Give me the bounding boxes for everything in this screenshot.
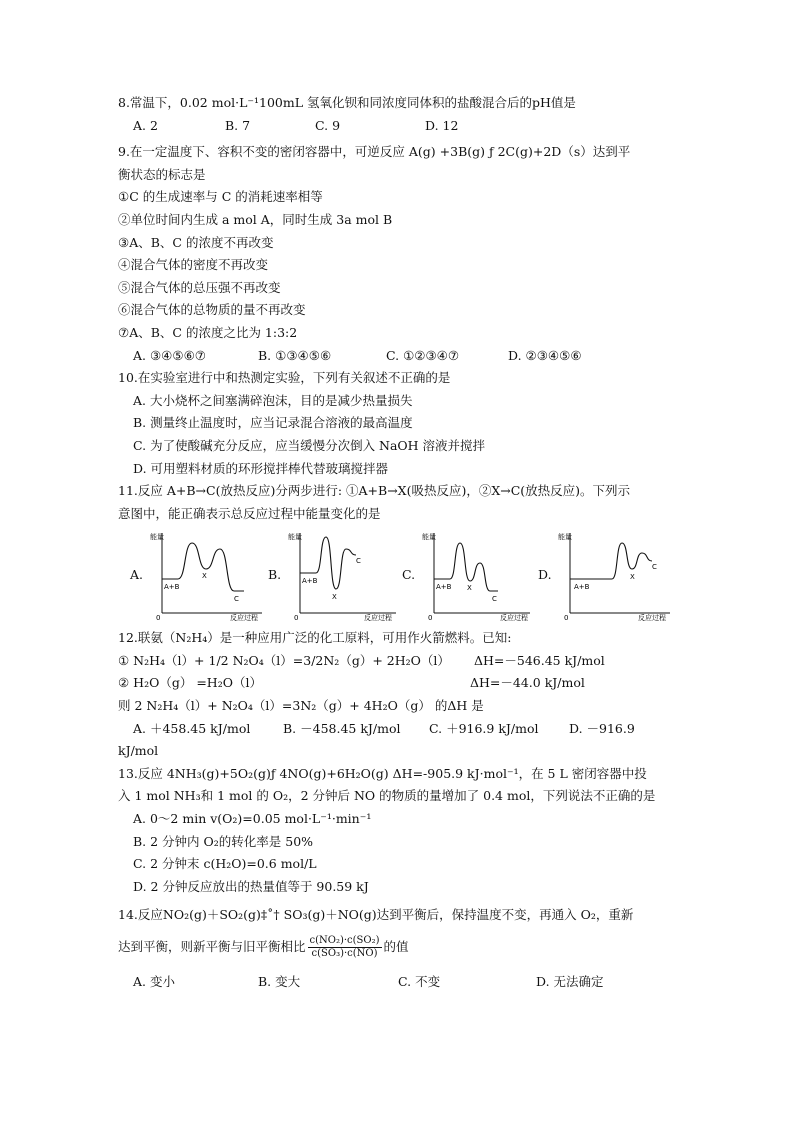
q9-stem-line2: 衡状态的标志是 — [118, 166, 206, 182]
q12-option-d-unit: kJ/mol — [118, 743, 159, 759]
q8-option-b: B. 7 — [225, 117, 251, 133]
x-axis-label: 反应过程 — [364, 614, 392, 622]
label-c: C — [492, 595, 497, 604]
q9-option-b: B. ①③④⑤⑥ — [258, 347, 332, 363]
q13-option-c: C. 2 分钟末 c(H₂O)=0.6 mol/L — [133, 856, 317, 872]
q13-option-d: D. 2 分钟反应放出的热量值等于 90.59 kJ — [133, 878, 369, 894]
q12-equation-2 — [118, 672, 678, 695]
energy-diagram-b — [286, 527, 400, 621]
q14-option-c: C. 不变 — [398, 974, 441, 989]
q9-option-c: C. ①②③④⑦ — [386, 347, 460, 363]
label-x: X — [630, 573, 635, 582]
y-axis-label: 能量 — [288, 533, 302, 542]
q11-stem-line1: 11.反应 A+B→C(放热反应)分两步进行: ①A+B→X(吸热反应)，②X→C(放热反应)。下列示 — [118, 483, 631, 499]
q8-options — [118, 115, 678, 138]
q9-item-3: ③A、B、C 的浓度不再改变 — [118, 234, 274, 250]
q12-eq2-text: ② H₂O（g） =H₂O（l） — [118, 675, 262, 691]
label-c: C — [652, 563, 657, 572]
q14-options — [118, 971, 678, 994]
q10-option-c: C. 为了使酸碱充分反应，应当缓慢分次倒入 NaOH 溶液并搅拌 — [133, 437, 486, 453]
q14-option-b: B. 变大 — [258, 974, 301, 989]
q11-stem-line2: 意图中，能正确表示总反应过程中能量变化的是 — [118, 505, 381, 521]
q12-question: 则 2 N₂H₄（l）+ N₂O₄（l）=3N₂（g）+ 4H₂O（g） 的ΔH 是 — [118, 698, 484, 714]
y-axis-label: 能量 — [150, 533, 164, 542]
q10-option-d: D. 可用塑料材质的环形搅拌棒代替玻璃搅拌器 — [133, 460, 389, 476]
q8-option-a: A. 2 — [133, 117, 158, 133]
q13-option-b: B. 2 分钟内 O₂的转化率是 50% — [133, 833, 314, 849]
q11-graph-label-d: D. — [538, 566, 552, 582]
q14-option-d: D. 无法确定 — [536, 974, 604, 989]
q12-equation-1 — [118, 650, 678, 673]
q9-item-2: ②单位时间内生成 a mol A，同时生成 3a mol B — [118, 211, 393, 227]
energy-diagram-c — [420, 527, 534, 621]
q9-item-6: ⑥混合气体的总物质的量不再改变 — [118, 302, 306, 318]
label-x: X — [332, 593, 337, 602]
q12-options — [118, 718, 678, 741]
q12-option-d: D. －916.9 — [569, 720, 635, 736]
q14-fraction — [308, 935, 382, 960]
origin-label: 0 — [156, 614, 161, 622]
q11-graph-b — [268, 527, 402, 621]
label-x: X — [467, 584, 472, 593]
energy-diagram-d — [556, 527, 674, 621]
q12-option-b: B. －458.45 kJ/mol — [283, 720, 401, 736]
q9-item-4: ④混合气体的密度不再改变 — [118, 257, 269, 273]
x-axis-label: 反应过程 — [500, 614, 528, 622]
label-a-plus-b: A+B — [302, 577, 318, 586]
q14-stem-line1: 14.反应NO₂(g)＋SO₂(g)‡˚† SO₃(g)＋NO(g)达到平衡后，保持温度不变，再通入 O₂，重新 — [118, 907, 634, 923]
q12-eq2-dh: ΔH=－44.0 kJ/mol — [470, 675, 585, 691]
origin-label: 0 — [428, 614, 433, 622]
q9-item-5: ⑤混合气体的总压强不再改变 — [118, 279, 281, 295]
origin-label: 0 — [294, 614, 299, 622]
q9-item-1: ①C 的生成速率与 C 的消耗速率相等 — [118, 189, 323, 205]
energy-diagram-a — [148, 527, 266, 621]
q12-option-a: A. ＋458.45 kJ/mol — [133, 720, 251, 736]
q9-options — [118, 345, 678, 368]
q14-fraction-denominator: c(SO₃)·c(NO) — [311, 948, 378, 959]
q14-option-a: A. 变小 — [133, 974, 175, 989]
x-axis-label: 反应过程 — [230, 614, 258, 622]
q12-eq1-dh: ΔH=－546.45 kJ/mol — [474, 652, 605, 668]
q13-stem-line2: 入 1 mol NH₃和 1 mol 的 O₂，2 分钟后 NO 的物质的量增加了 0.4 mol，下列说法不正确的是 — [118, 788, 656, 804]
x-axis-label: 反应过程 — [638, 614, 666, 622]
y-axis-label: 能量 — [422, 533, 436, 542]
label-a-plus-b: A+B — [164, 583, 180, 592]
q8-stem: 8.常温下，0.02 mol·L⁻¹100mL 氢氧化钡和同浓度同体积的盐酸混合后的pH值是 — [118, 95, 576, 110]
q11-graph-label-b: B. — [268, 566, 282, 582]
label-c: C — [234, 595, 239, 604]
q14-stem-post: 的值 — [383, 939, 409, 954]
q10-option-b: B. 测量终止温度时，应当记录混合溶液的最高温度 — [133, 415, 413, 431]
q11-graph-c — [402, 527, 538, 621]
q13-stem-line1: 13.反应 4NH₃(g)+5O₂(g)ƒ 4NO(g)+6H₂O(g) ΔH=-905.9 kJ·mol⁻¹，在 5 L 密闭容器中投 — [118, 765, 647, 781]
q14-stem-line2 — [118, 929, 678, 965]
q12-option-c: C. ＋916.9 kJ/mol — [429, 720, 539, 736]
q8-option-c: C. 9 — [315, 117, 341, 133]
origin-label: 0 — [564, 614, 569, 622]
q13-option-a: A. 0～2 min v(O₂)=0.05 mol·L⁻¹·min⁻¹ — [133, 811, 372, 827]
q10-option-a: A. 大小烧杯之间塞满碎泡沫，目的是减少热量损失 — [133, 392, 413, 408]
q9-stem-line1: 9.在一定温度下、容积不变的密闭容器中，可逆反应 A(g) +3B(g) ƒ 2C(g)+2D（s）达到平 — [118, 144, 631, 160]
q12-eq1-text: ① N₂H₄（l）+ 1/2 N₂O₄（l）=3/2N₂（g）+ 2H₂O（l） — [118, 652, 450, 668]
label-x: X — [202, 572, 207, 581]
q11-graph-d — [538, 527, 674, 621]
q9-option-d: D. ②③④⑤⑥ — [508, 347, 582, 363]
q11-graph-a — [130, 527, 268, 621]
exam-page — [118, 92, 678, 994]
q9-item-7: ⑦A、B、C 的浓度之比为 1:3:2 — [118, 324, 298, 340]
y-axis-label: 能量 — [558, 533, 572, 542]
q14-stem-pre: 达到平衡，则新平衡与旧平衡相比 — [118, 939, 306, 954]
q12-stem: 12.联氨（N₂H₄）是一种应用广泛的化工原料，可用作火箭燃料。已知: — [118, 630, 512, 646]
label-c: C — [356, 557, 361, 566]
q10-stem: 10.在实验室进行中和热测定实验，下列有关叙述不正确的是 — [118, 370, 451, 386]
q11-graph-label-a: A. — [130, 566, 144, 582]
label-a-plus-b: A+B — [574, 583, 590, 592]
q14-fraction-numerator: c(NO₂)·c(SO₂) — [309, 935, 380, 946]
q8-option-d: D. 12 — [425, 117, 459, 133]
q11-graph-label-c: C. — [402, 566, 416, 582]
label-a-plus-b: A+B — [436, 583, 452, 592]
q9-option-a: A. ③④⑤⑥⑦ — [133, 347, 207, 363]
q11-graphs — [130, 527, 678, 623]
